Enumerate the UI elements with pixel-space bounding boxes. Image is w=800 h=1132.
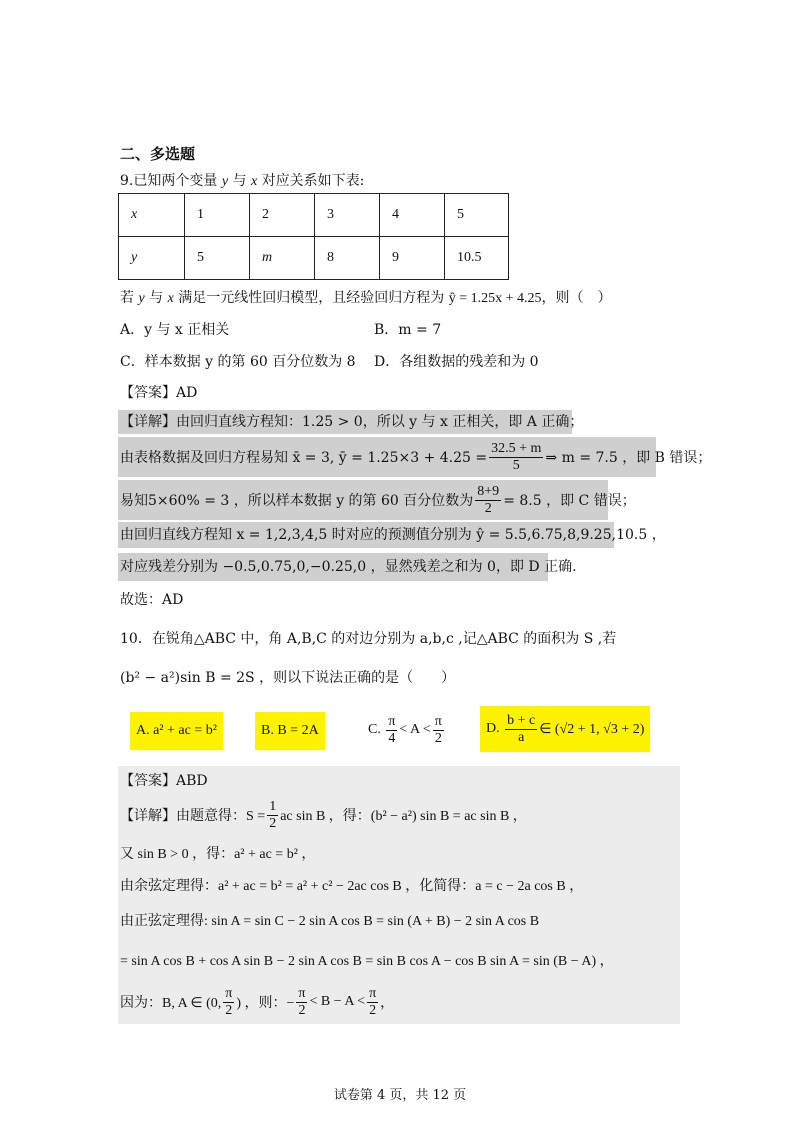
table-cell: y (119, 237, 185, 280)
q10-option-b: B. B = 2A (255, 712, 325, 750)
table-cell: 5 (445, 194, 509, 237)
q9-option-d: D．各组数据的残差和为 0 (374, 354, 539, 370)
q9-detail-line-5: 对应残差分别为 −0.5,0.75,0,−0.25,0 ，显然残差之和为 0，即 D 正确. (118, 553, 548, 581)
q10-detail-line-6: 因为：B, A ∈ (0, $\frac{\pi}{2}$ ) ，则：− $\frac{\pi}{2}$ < B − A < $\frac{\pi}{2}$ ， (120, 986, 395, 1018)
q9-detail-line-1: 【详解】由回归直线方程知：1.25 > 0，所以 y 与 x 正相关，即 A 正确； (118, 410, 572, 434)
q10-detail-line-5: = sin A cos B + cos A sin B − 2 sin A cos B = sin B cos A − cos B sin A = sin (B − A) ， (120, 954, 614, 969)
q9-detail-line-3: 易知5×60% = 3 ，所以样本数据 y 的第 60 百分位数为 $\frac{8+9}{2}$ = 8.5 ，即 C 错误； (118, 480, 608, 520)
q10-detail-line-3: 由余弦定理得：a² + ac = b² = a² + c² − 2ac cos B ，化简得：a = c − 2a cos B ， (120, 879, 584, 894)
q9-detail-line-4: 由回归直线方程知 x = 1,2,3,4,5 时对应的预测值分别为 ŷ = 5.5,6.75,8,9.25,10.5 ， (118, 522, 614, 548)
table-cell: 1 (185, 194, 250, 237)
q10-option-a: A. a² + ac = b² (130, 712, 223, 750)
q9-premise: 若 y 与 x 满足一元线性回归模型，且经验回归方程为 ŷ = 1.25x + 4.25，则（ ） (120, 290, 612, 306)
section-title: 二、多选题 (120, 145, 196, 163)
q9-option-a: A．y 与 x 正相关 (120, 322, 230, 338)
q9-option-c: C．样本数据 y 的第 60 百分位数为 8 (120, 354, 356, 370)
table-cell: 5 (185, 237, 250, 280)
q10-detail-line-1: 【详解】由题意得：S = $\frac{1}{2}$ ac sin B ，得：(b² − a²) sin B = ac sin B ， (120, 799, 527, 831)
q9-detail-line-2: 由表格数据及回归方程易知 x̄ = 3, ȳ = 1.25×3 + 4.25 = $\frac{32.5 + m}{5}$ ⇒ m = 7.5 ，即 B 错误； (118, 437, 656, 477)
q10-answer: 【答案】ABD (120, 773, 208, 789)
table-cell: 4 (380, 194, 445, 237)
table-cell: x (119, 194, 185, 237)
table-cell: 3 (315, 194, 380, 237)
q9-answer: 【答案】AD (120, 385, 198, 401)
table-row (119, 194, 509, 237)
q9-option-b: B．m = 7 (374, 322, 442, 338)
table-cell: 10.5 (445, 237, 509, 280)
q9-stem: 9.已知两个变量 y 与 x 对应关系如下表: (120, 173, 365, 189)
table-row (119, 237, 509, 280)
table-cell: 9 (380, 237, 445, 280)
table-cell: 2 (250, 194, 315, 237)
q10-stem-line-2: (b² − a²)sin B = 2S ，则以下说法正确的是（ ） (120, 670, 456, 686)
q10-stem-line-1: 10．在锐角△ABC 中，角 A,B,C 的对边分别为 a,b,c ,记△ABC 的面积为 S ,若 (120, 631, 617, 647)
q10-option-c: C. $\frac{\pi}{4}$ < A < $\frac{\pi}{2}$ (368, 714, 442, 746)
q10-detail-line-4: 由正弦定理得: sin A = sin C − 2 sin A cos B = sin (A + B) − 2 sin A cos B (120, 914, 540, 929)
q9-data-table (118, 193, 509, 280)
q10-detail-line-2: 又 sin B > 0 ，得：a² + ac = b² ， (120, 847, 316, 862)
table-cell: m (250, 237, 315, 280)
q9-conclusion: 故选：AD (120, 592, 184, 608)
q10-option-d: D. $\frac{b + c}{a}$ ∈ (√2 + 1, √3 + 2) (480, 706, 650, 752)
page-footer: 试卷第 4 页，共 12 页 (333, 1088, 467, 1103)
table-cell: 8 (315, 237, 380, 280)
